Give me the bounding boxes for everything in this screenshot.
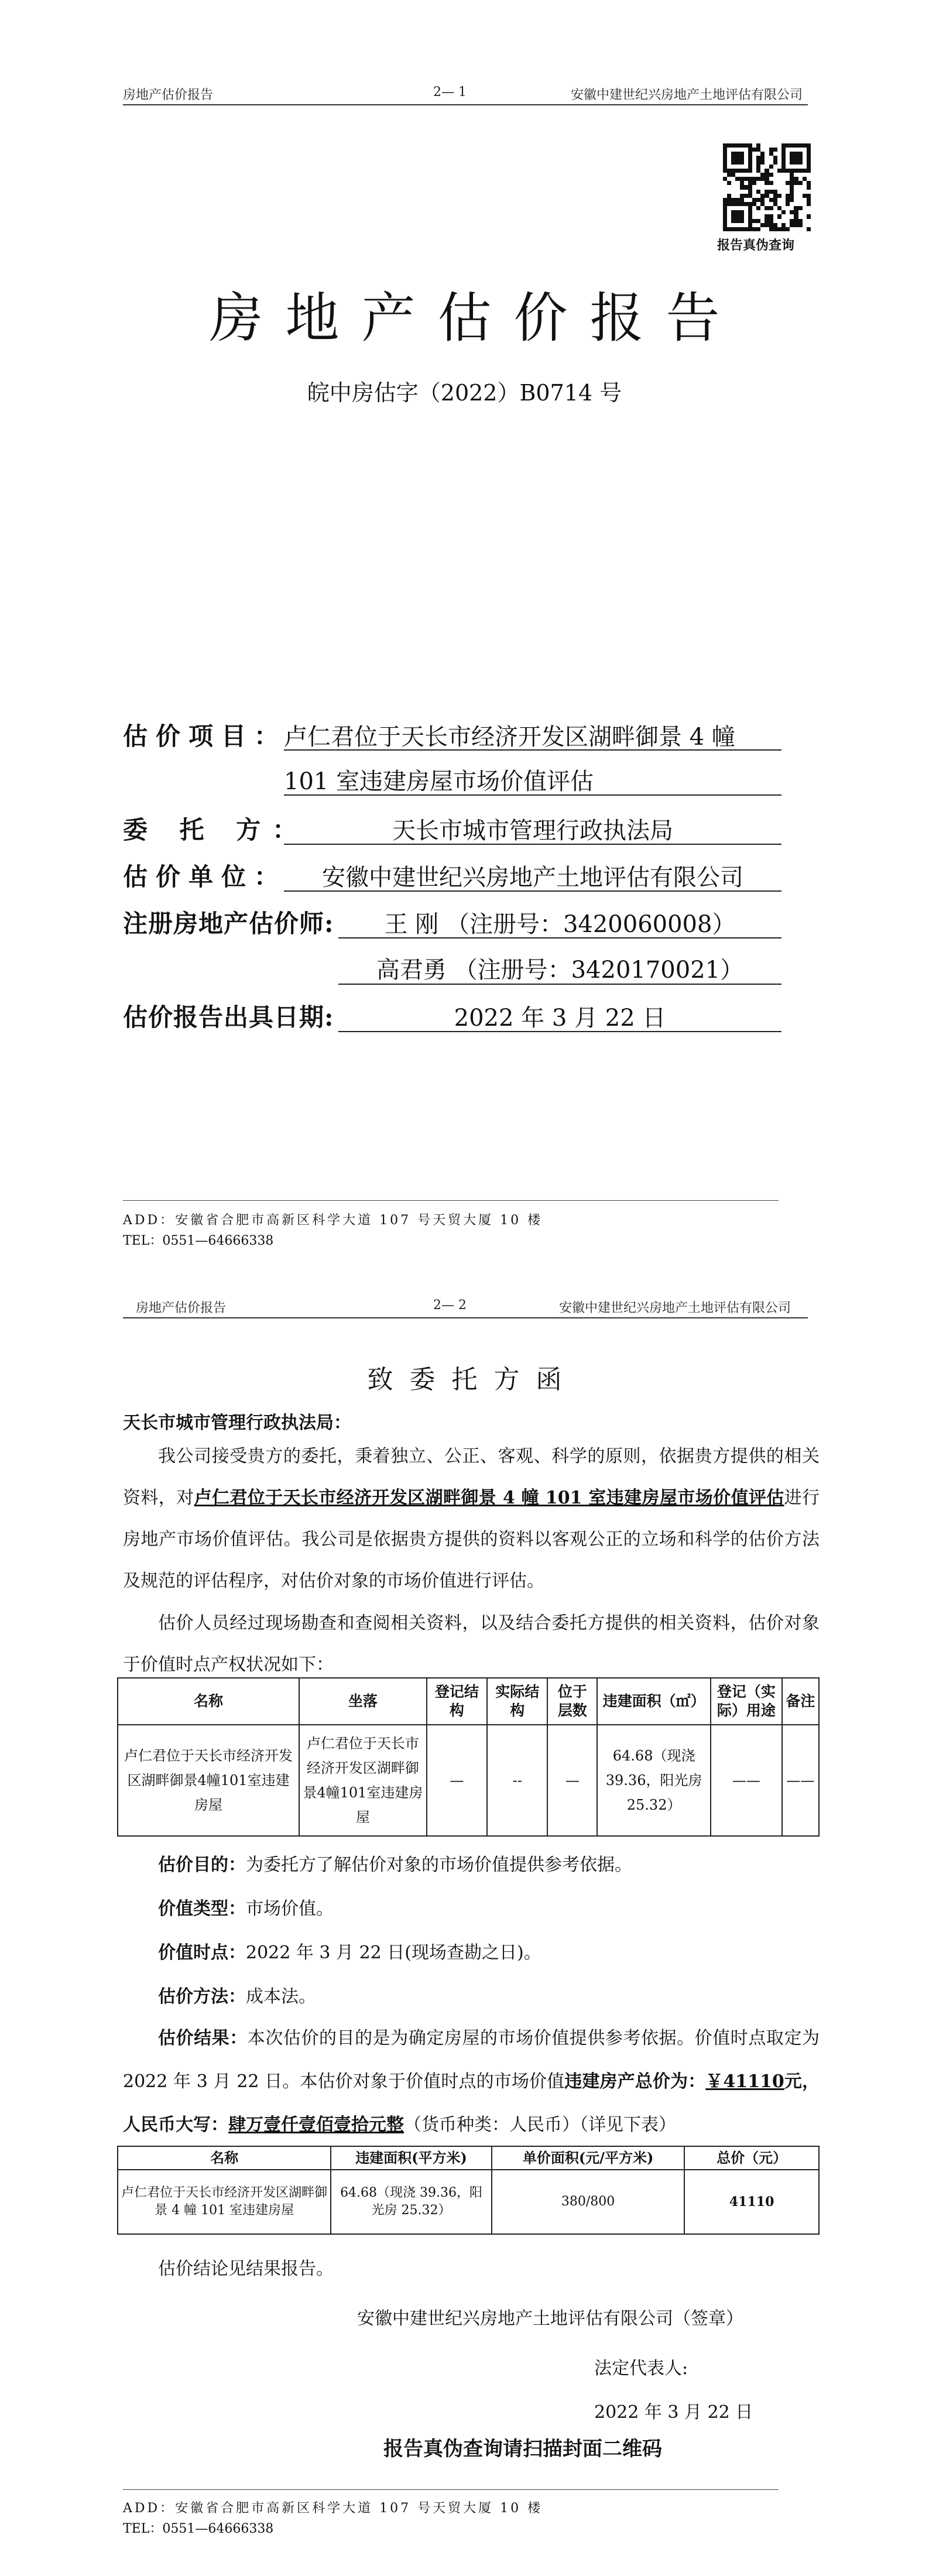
verify-note: 报告真伪查询请扫描封面二维码 — [383, 2437, 662, 2461]
method-value: 成本法。 — [246, 1986, 316, 2007]
property-table-header — [118, 1678, 819, 1725]
method-label: 估价方法： — [158, 1986, 246, 2007]
project-line-2: 101 室违建房屋市场价值评估 — [284, 768, 594, 795]
header-left-2: 房地产估价报告 — [136, 1301, 227, 1316]
cell-remark: —— — [782, 1725, 819, 1836]
project-underline-2 — [284, 794, 781, 796]
time-label: 价值时点： — [158, 1943, 246, 1963]
project-underline-1 — [284, 749, 781, 751]
r-cell-name: 卢仁君位于天长市经济开发区湖畔御景 4 幢 101 室违建房屋 — [118, 2170, 331, 2234]
intro-text-a: 我公司接受贵方的委托，秉着独立、公正、客观、科学的原则，依据贵方提供的相关资料，对 — [123, 1446, 820, 1508]
time-value: 2022 年 3 月 22 日(现场查勘之日)。 — [246, 1943, 541, 1963]
result-amount: ￥41110 — [705, 2071, 784, 2092]
r-col-area: 违建面积(平方米) — [331, 2146, 492, 2170]
status-text: 估价人员经过现场勘查和查阅相关资料，以及结合委托方提供的相关资料，估价对象于价值时点产权状况如下： — [123, 1613, 820, 1675]
header-rule — [123, 104, 808, 105]
type-label: 价值类型： — [158, 1899, 246, 1919]
result-label: 估价结果： — [158, 2028, 248, 2049]
result-table — [117, 2146, 820, 2235]
appraiser-2-underline — [338, 984, 781, 985]
col-remark: 备注 — [782, 1678, 819, 1725]
qr-caption: 报告真伪查询 — [717, 238, 795, 253]
result-tail: （货币种类：人民币）（详见下表） — [404, 2115, 676, 2135]
property-table — [117, 1677, 820, 1837]
appraiser-2: 高君勇 （注册号：3420170021） — [376, 957, 744, 984]
cell-floor: — — [547, 1725, 597, 1836]
result-table-header — [118, 2146, 819, 2170]
r-cell-area: 64.68（现浇 39.36，阳光房 25.32） — [331, 2170, 492, 2234]
table-row — [118, 2170, 819, 2234]
time-line — [158, 1938, 541, 1964]
cell-location: 卢仁君位于天长市经济开发区湖畔御景4幢101室违建房屋 — [299, 1725, 427, 1836]
purpose-line — [158, 1850, 632, 1876]
header-left: 房地产估价报告 — [123, 88, 214, 102]
r-col-total: 总价（元） — [684, 2146, 819, 2170]
cell-name: 卢仁君位于天长市经济开发区湖畔御景4幢101室违建房屋 — [118, 1725, 299, 1836]
col-reg-structure: 登记结构 — [427, 1678, 487, 1725]
appraiser-1: 王 刚 （注册号：3420060008） — [384, 911, 736, 938]
client-value: 天长市城市管理行政执法局 — [392, 817, 673, 844]
project-line-1: 卢仁君位于天长市经济开发区湖畔御景 4 幢 — [284, 724, 735, 751]
intro-project: 卢仁君位于天长市经济开发区湖畔御景 4 幢 101 室违建房屋市场价值评估 — [194, 1488, 784, 1508]
footer-tel-2: TEL：0551—64666338 — [123, 2522, 274, 2536]
cell-area: 64.68（现浇39.36，阳光房25.32） — [597, 1725, 711, 1836]
r-col-price: 单价面积(元/平方米) — [492, 2146, 684, 2170]
company-signature: 安徽中建世纪兴房地产土地评估有限公司（签章） — [357, 2308, 743, 2329]
unit-underline — [284, 890, 781, 892]
signature-date: 2022 年 3 月 22 日 — [594, 2402, 753, 2423]
header-rule-2 — [123, 1317, 808, 1318]
conclusion-note: 估价结论见结果报告。 — [158, 2259, 334, 2279]
result-paragraph — [123, 2017, 820, 2147]
footer-rule-2 — [123, 2489, 779, 2490]
table-row — [118, 1725, 819, 1836]
date-value: 2022 年 3 月 22 日 — [454, 1005, 666, 1032]
report-title: 房地产估价报告 — [209, 287, 742, 350]
header-right: 安徽中建世纪兴房地产土地评估有限公司 — [571, 88, 803, 102]
method-line — [158, 1982, 316, 2008]
cell-reg-structure: — — [427, 1725, 487, 1836]
unit-value: 安徽中建世纪兴房地产土地评估有限公司 — [322, 864, 743, 891]
status-paragraph — [123, 1602, 820, 1686]
header-page: 2— 1 — [433, 85, 467, 100]
type-line — [158, 1894, 334, 1920]
intro-text-b: 进行房地产市场价值评估。我公司是依据贵方提供的资料以客观公正的立场和科学的估价方法及规范的评估程序，对估价对象的市场价值进行评估。 — [123, 1488, 820, 1591]
type-value: 市场价值。 — [246, 1899, 334, 1919]
col-area: 违建面积（㎡） — [597, 1678, 711, 1725]
footer-tel: TEL：0551—64666338 — [123, 1234, 274, 1248]
result-total-label: 违建房产总价为： — [564, 2071, 706, 2092]
report-number: 皖中房估字（2022）B0714 号 — [307, 380, 622, 406]
cell-actual-structure: -- — [487, 1725, 547, 1836]
r-cell-total: 41110 — [684, 2170, 819, 2234]
header-page-2: 2— 2 — [433, 1298, 467, 1313]
purpose-label: 估价目的： — [158, 1855, 246, 1875]
client-underline — [284, 844, 781, 845]
col-name: 名称 — [118, 1678, 299, 1725]
date-underline — [338, 1031, 781, 1032]
result-upper-amount: 肆万壹仟壹佰壹拾元整 — [228, 2115, 404, 2135]
unit-label: 估价单位： — [123, 862, 287, 891]
intro-paragraph — [123, 1436, 820, 1602]
project-label: 估价项目： — [123, 722, 287, 751]
col-usage: 登记（实际）用途 — [711, 1678, 782, 1725]
footer-address: ADD：安徽省合肥市高新区科学大道 107 号天贸大厦 10 楼 — [123, 1213, 543, 1228]
r-col-name: 名称 — [118, 2146, 331, 2170]
col-floor: 位于层数 — [547, 1678, 597, 1725]
purpose-value: 为委托方了解估价对象的市场价值提供参考依据。 — [246, 1855, 632, 1875]
letter-title: 致委托方函 — [367, 1365, 578, 1395]
col-actual-structure: 实际结构 — [487, 1678, 547, 1725]
date-label: 估价报告出具日期: — [123, 1003, 334, 1032]
result-upper-label: 元，人民币大写： — [123, 2071, 820, 2135]
client-label: 委 托 方： — [123, 816, 309, 844]
r-cell-price: 380/800 — [492, 2170, 684, 2234]
col-location: 坐落 — [299, 1678, 427, 1725]
appraiser-label: 注册房地产估价师: — [123, 909, 334, 938]
footer-address-2: ADD：安徽省合肥市高新区科学大道 107 号天贸大厦 10 楼 — [123, 2501, 543, 2516]
cell-usage: —— — [711, 1725, 782, 1836]
result-text: 本次估价的目的是为确定房屋的市场价值提供参考依据。价值时点取定为 2022 年 3 月 22 日。本估价对象于价值时点的市场价值 — [123, 2028, 820, 2092]
appraiser-1-underline — [338, 937, 781, 938]
addressee: 天长市城市管理行政执法局： — [123, 1413, 351, 1433]
header-right-2: 安徽中建世纪兴房地产土地评估有限公司 — [559, 1301, 791, 1316]
footer-rule — [123, 1200, 779, 1201]
legal-representative: 法定代表人: — [594, 2358, 688, 2379]
qr-code-icon — [723, 143, 811, 231]
